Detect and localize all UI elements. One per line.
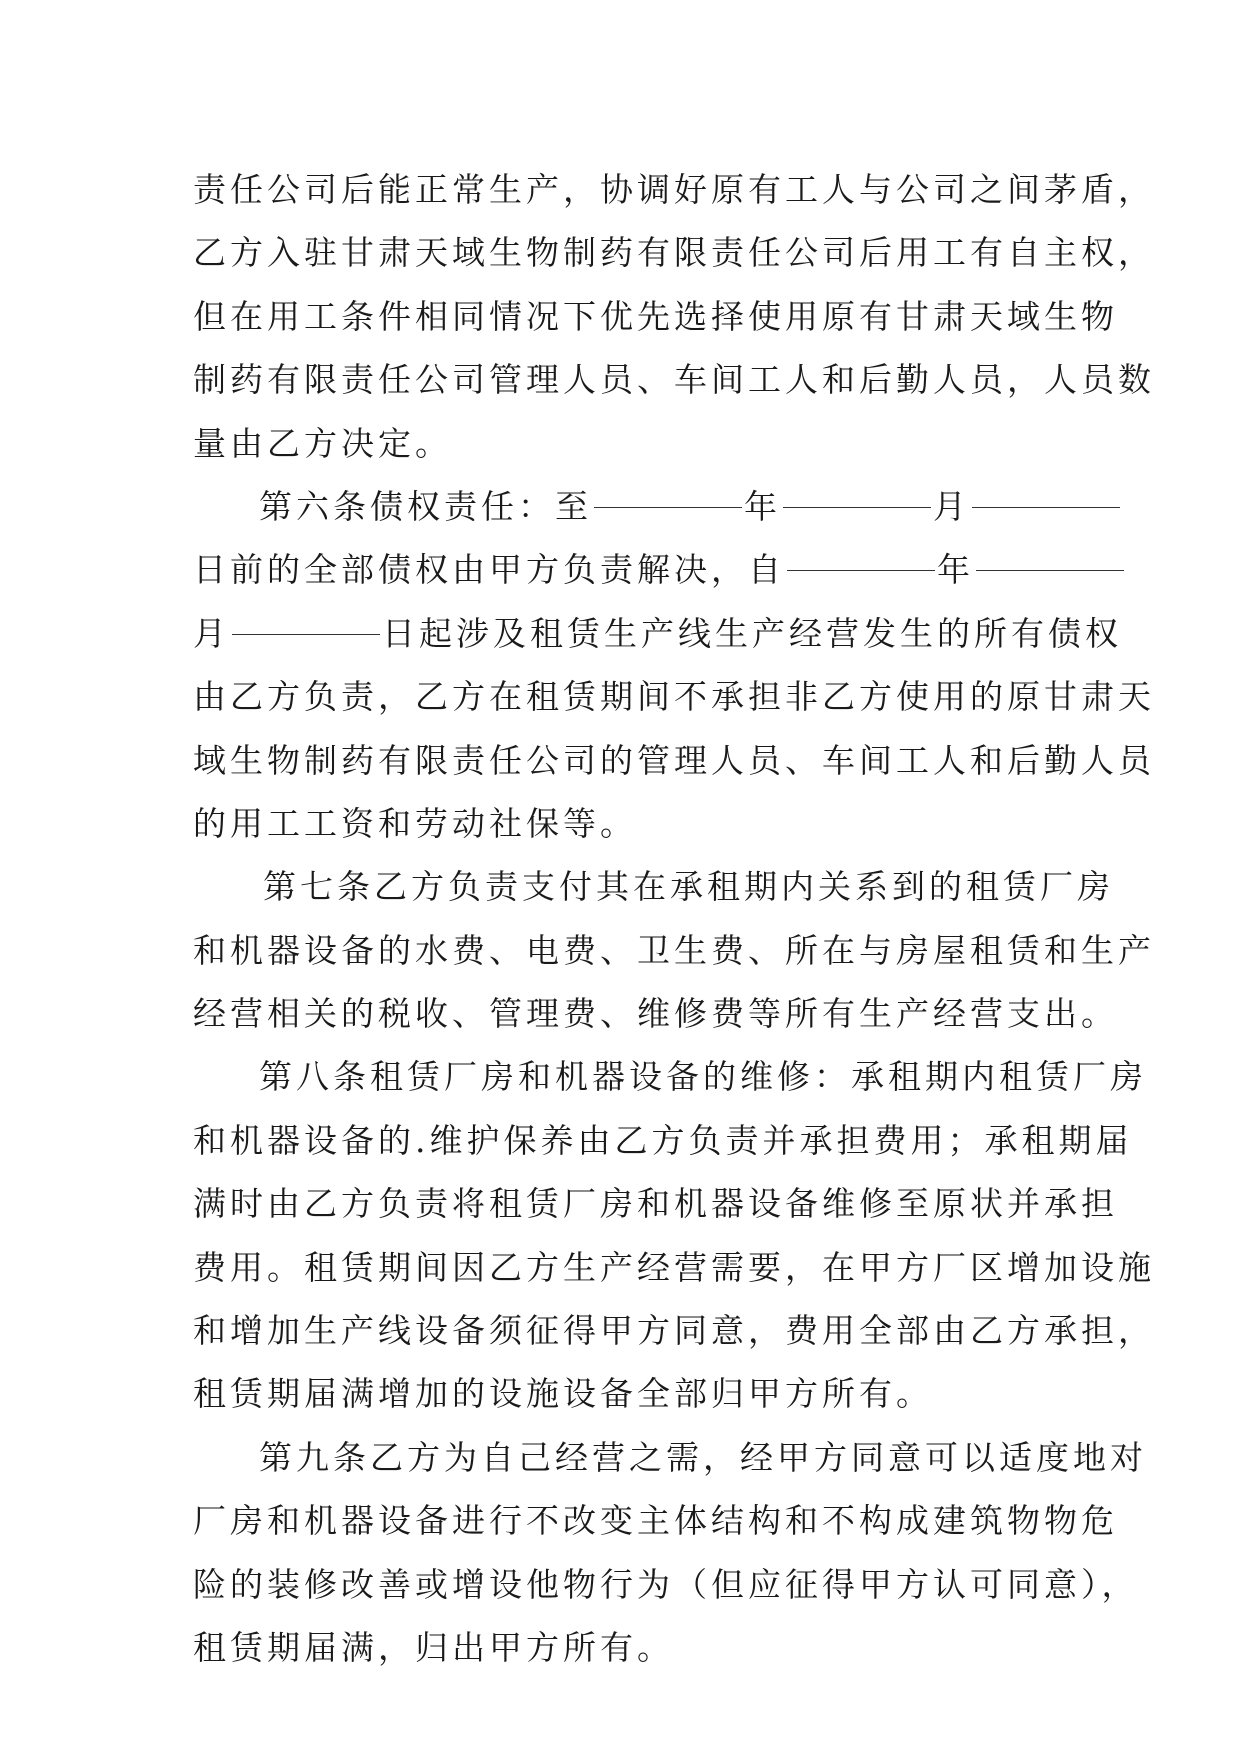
text-line: 由乙方负责，乙方在租赁期间不承担非乙方使用的原甘肃天: [193, 677, 1155, 717]
text-line: 和机器设备的水费、电费、卫生费、所在与房屋租赁和生产: [193, 930, 1155, 970]
text-line: 责任公司后能正常生产，协调好原有工人与公司之间茅盾，: [193, 170, 1155, 209]
article-7-line: 第七条乙方负责支付其在承租期内关系到的租赁厂房: [263, 867, 1114, 907]
text-span: 日前的全部债权由甲方负责解决，自: [193, 550, 785, 590]
text-line: 量由乙方决定。: [193, 423, 452, 463]
article-9-line: 第九条乙方为自己经营之需，经甲方同意可以适度地对: [259, 1437, 1147, 1477]
blank-underline: [783, 505, 931, 508]
text-span: 月: [193, 613, 230, 653]
text-line: 和增加生产线设备须征得甲方同意，费用全部由乙方承担，: [193, 1311, 1155, 1351]
text-line: 经营相关的税收、管理费、维修费等所有生产经营支出。: [193, 994, 1118, 1034]
text-span: 月: [933, 486, 970, 526]
text-line: 域生物制药有限责任公司的管理人员、车间工人和后勤人员: [193, 740, 1155, 780]
text-line: 和机器设备的.维护保养由乙方负责并承担费用；承租期届: [193, 1120, 1133, 1160]
article-6-line-2: [193, 538, 1053, 601]
text-line: 租赁期届满增加的设施设备全部归甲方所有。: [193, 1374, 933, 1414]
text-line: 满时由乙方负责将租赁厂房和机器设备维修至原状并承担: [193, 1184, 1118, 1224]
text-line: 险的装修改善或增设他物行为（但应征得甲方认可同意），: [193, 1564, 1139, 1604]
text-line: 费用。租赁期间因乙方生产经营需要，在甲方厂区增加设施: [193, 1247, 1155, 1287]
blank-underline: [976, 568, 1124, 571]
article-8-line: 第八条租赁厂房和机器设备的维修：承租期内租赁厂房: [259, 1057, 1147, 1097]
text-line: 但在用工条件相同情况下优先选择使用原有甘肃天域生物: [193, 296, 1118, 336]
text-line: 乙方入驻甘肃天域生物制药有限责任公司后用工有自主权，: [193, 233, 1155, 273]
blank-underline: [787, 568, 935, 571]
text-span: 年: [744, 486, 781, 526]
article-6-line-1: [193, 475, 1053, 538]
document-body: [193, 158, 1155, 1679]
text-span: 日起涉及租赁生产线生产经营发生的所有债权: [382, 613, 1122, 653]
text-line: 厂房和机器设备进行不改变主体结构和不构成建筑物物危: [193, 1501, 1118, 1541]
text-span: 年: [937, 550, 974, 590]
article-6-line-3: [193, 602, 1122, 665]
blank-underline: [232, 632, 380, 635]
blank-underline: [972, 505, 1120, 508]
text-line: 的用工工资和劳动社保等。: [193, 803, 637, 843]
text-line: 制药有限责任公司管理人员、车间工人和后勤人员，人员数: [193, 360, 1155, 400]
blank-underline: [594, 505, 742, 508]
text-line: 租赁期届满，归出甲方所有。: [193, 1627, 674, 1667]
text-span: 第六条债权责任：至: [259, 486, 592, 526]
